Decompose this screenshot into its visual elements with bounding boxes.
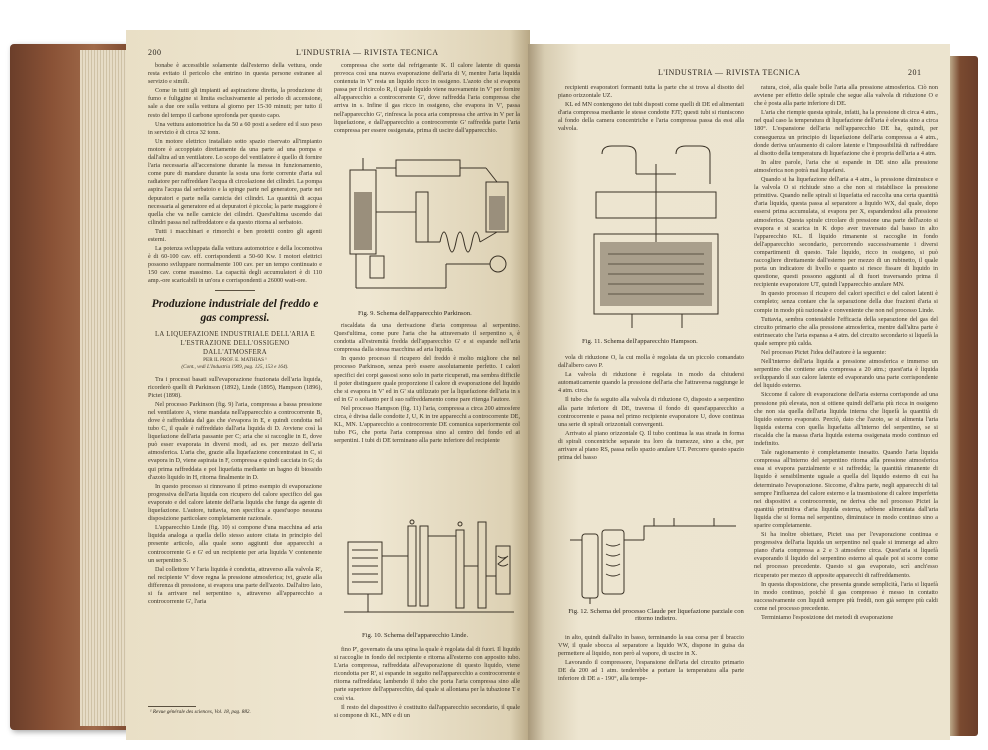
left-column-1 bbox=[148, 62, 322, 722]
right-column-2: ratura, cioè, alla quale bolle l'aria alla pressione atmosferica. Ciò non avviene per effetto delle spirale che segue alla valvola di riduzione O e che è posta alla parte inferiore di DE. L'aria che riempie questa spirale, infatti, ha la pressione di circa 4 atm., nel qual caso la temperatura di liquefazione dell'aria è elevata sino a circa 180°. L'espansione dell'aria nell'apparecchio DE ha, quindi, per conseguenza un principio di liquefazione dell'aria compressa a 4 atm., donde deriva un'aumento di calore latente e l'impossibilità di raffreddare al disotto della temperatura di liquefazione che è propria dell'aria a 4 atm. In altre parole, l'aria che si espande in DE sino alla pressione atmosferica non potrà mai liquefarsi. Quando si ha liquefazione dell'aria a 4 atm., la pressione diminuisce e la valvola O si richiude sino a che non si ristabilisce la pressione primitiva. Quando nelle spirali si liquefatta ed raccolta una certa quantità d'aria liquida, questa passa al separatore a liquido WX, dal quale, dopo essersi prima accumulata, si evapora per X, espandendosi alla pressione atmosferica. Questa spirale circolare di pressione una parte dell'azoto si evapora e si scarica in K dopo aver traversato dal basso in alto l'apparecchio KL. Il liquido rimanente si raccoglie in fondo dell'apparecchio secondario, percorrendo successivamente i diversi compartimenti di questo. Tale liquido, ricco in ossigeno, si può raccogliere direttamente dall'esterno per mezzo di un rubinetto, il quale porta un indicatore di livello e quanto si riesce fissare di liquido in questione, questi possono aggiunti al di fuori traversando prima il recipiente evaporatore UT, quindi l'apparecchio anulare MN. In questo processo il ricupero del calori specifici e del calori latenti è completo; senza contare che la separazione della due frazioni d'aria si compie in modo più razionale e conveniente che non nel processo Linde. Tuttavia, sembra contestabile l'efficacia della separazione del gas del circuito primario che alla pressione atmosferica, mentre dall'altra parte è estrinsecato che l'aria espansa a 4 atm. del circuito secondario si liquefà la quale sempre più calda. Nel processo Pictet l'idea dell'autore è la seguente: Nell'interno dell'aria liquida a pressione atmosferica e immerso un serpentino che contiene aria compressa a 20 atm.; quest'aria è liquida sviluppando il suo calore latente ed evaporando una parte corrispondente del liquido esterno. Siccome il calore di evaporazione dell'aria esterna corrisponde ad una pressione più elevata, non si ottiene quindi dell'aria più ricca in ossigeno che non sia quella dell'aria liquida interna che liquefà la quantità di liquido esterno evaporato. Perciò, dato che l'azoto, se si alimenta l'aria liquida esterna con quella liquefatta all'interno del serpentino, se si riscalda che la massa d'aria liquida esterna ossigenata modo continuo ed indefinito. Tale ragionamento è completamente inesatto. Quando l'aria liquida compressa all'interno del serpentino ritorna alla pressione atmosferica essa si evapora parzialmente e si raffredda; la quantità rimanente di liquido è sensibilmente uguale a quella del liquido esterno di cui ha determinato l'evaporazione. Siccome, d'altra parte, negli apparecchi di tal sempre l'influenza del calore esterno e la trasmissione di calore imperfetta nei dispositivi a controcorrente, ne deriva che nel processo Pictet la quantità primitiva d'aria liquida esterna, sebbene alimentata dall'aria liquida che si forma nel serpentino, diminuisce in modo continuo sino a sparire completamente. Si ha inoltre obiettare, Pictet usa per l'evaporazione continua e progressiva dell'aria liquida un serpentino nel quale si immerge ad altro piano d'aria compressa a 2 e 3 atmosfere circa. Quest'aria si liquefà evaporando il liquido del serpentino esterno al quale poi si scorre come nel processo precedente. Questo si gas evaporato, scrì anch'esso ricuperato per mezzo di apposite apparecchi di raffreddamento. In questa disposizione, che presenta grande semplicità, l'aria si liquefà in modo continuo, poichè il gas compresso è messo in contatto successivamente con liquidi sempre più freddi, non già sempre più caldi come nel processo precedente. Terminiamo l'esposizione dei metodi di evaporazione bbox=[754, 84, 938, 621]
figure-11-caption: Fig. 11. Schema dell'apparecchio Hampson. bbox=[582, 338, 698, 345]
left-column-2-middle: riscaldata da una derivazione d'aria compressa al serpentino. Quest'ultima, come pure l'aria che ha attraversato il serpentino s, è condotta all'estremità fredda dell'apparecchio G' e si espande nell'aria compressa dalla stessa macchina ad aria liquida. In questo processo il ricupero del freddo è molto migliore che nel processo Parkinson, senza però essere assolutamente perfetto. I calori specifici dei corpi gassosi sono solo in parte ricuperati, ma sembra difficile il poter distinguere quale proporzione il calore di evaporazione del liquido che si evapora in V' ed in G' sia utilizzato per la liquefazione dell'aria in s ed in G' o soltanto per il suo raffreddamento come pare ritenga l'autore. Nel processo Hampson (fig. 11) l'aria, compressa a circa 200 atmosfere circa, è divisa dalle condotte J, U, K in tre apparecchi a controcorrente DE, KL, MN. L'apparecchio a controcorrente DE comunica superiormente col tubo FG, che porta l'aria compressa sino al centro del fondo ed ai serpentini. I tubi di DE terminano alla parte inferiore del recipiente bbox=[334, 322, 520, 445]
right-page-number: 201 bbox=[908, 68, 922, 77]
figure-12-claude-diagram bbox=[564, 510, 740, 606]
footnote-rule bbox=[148, 706, 196, 707]
figure-10-caption: Fig. 10. Schema dell'apparecchio Linde. bbox=[362, 632, 469, 639]
right-column-1-middle: vola di riduzione O, la cui molla è regolata da un piccolo comandato dall'albero cavo P. La valvola di riduzione è regolata in modo da chiudersi automaticamente quando la pressione dell'aria che l'attraversa raggiunge le 4 atm. circa. Il tubo che fa seguito alla valvola di riduzione O, disposto a serpentino alla parte inferiore di DE, traversa il fondo di quest'apparecchio a controcorrente e passa nel primo recipiente evaporatore U, dove continua una serie di spirali orizzontali convergenti. Arrivato al piano orizzontale Q. Il tubo continua la sua strada in forma di spirali concentriche separate tra loro da tramezze, sino a che, per arrivare al piano RS, passa nello spazio anulare UT. Percorre questo spazio prima del basso bbox=[558, 354, 744, 462]
col1-top-text: bonabe è accessibile solamente dall'esterno della vettura, onde resta evitato il pericolo che entrino in questa persone estranee al servizio e simili. Come in tutti gli impianti ad aspirazione diretta, la produzione di fumo e fuliggine si limita esclusivamente al periodo di accensione, sale a due ore sulla vettura al giorno per 15-30 minuti; per tutto il resto del tempo il carbone sprofonda per questo capo. Una vettura automotrice ha da 50 a 60 posti a sedere ed il suo peso in servizio è di circa 32 tonn. Un motore elettrico installato sotto spazio riservato all'impianto motore è accoppiato direttamente da una parte ad una pompa e dall'altra ad un ventilatore. Lo scopo del ventilatore è quello di fornire l'aria necessaria all'accensione durante la messa in funzionamento, come pure di mandare durante la sosta una forte corrente d'aria sul radiatore per raffreddare l'acqua di circolazione dei cilindri. La pompa aspira l'acqua dal serbatoio e la spinge parte nel generatore, parte nei depuratori e parte nella camicia dei cilindri. La quantità di acqua necessaria al generatore ed ai depuratori è piccola; la parte maggiore è quella che va nelle camicie dei cilindri. Quest'ultima uscendo dai cilindri passa nel raffreddatore e da questo ritorna al serbatoio. Tutti i macchinari e rimorchi e ben protetti contro gli agenti esterni. La potenza sviluppata dalla vettura automotrice e della locomotiva è di 60-100 cav. eff. corrispondenti a 50-60 Kw. I motori elettrici possono sviluppare normalmente 100 cav. per un tempo continuato e 150 cav. come massimo. La capacità degli accumulatori è di 110 amp.-ore scaricabili in un'ora e corrispondenti a 26000 watt-ore. bbox=[148, 62, 322, 285]
figure-12-caption: Fig. 12. Schema del processo Claude per liquefazione parziale con ritorno indietro. bbox=[568, 608, 744, 622]
left-running-head: L'INDUSTRIA — RIVISTA TECNICA bbox=[296, 48, 439, 57]
book-cover-left bbox=[10, 44, 130, 730]
right-column-1-top: recipienti evaporatori formanti tutta la parte che si trova al disotto del piano orizzontale UZ. KL ed MN contengono dei tubi disposti come quelli di DE ed alimentati d'aria compressa mediante le stesse condotte FJT; questi tubi si riuniscono al fondo della camera concentriche e l'aria compressa passa da essi alla valvola. bbox=[558, 84, 744, 133]
article-subtitle: LA LIQUEFAZIONE INDUSTRIALE DELL'ARIA E L'ESTRAZIONE DELL'OSSIGENO DALL'ATMOSFERA bbox=[154, 330, 316, 356]
left-column-2-top: compressa che sorte dal refrigerante K. Il calore latente di questa provoca così una nuova evaporazione dell'aria di V, mentre l'aria liquida contenuta in V' resta un liquido ricco in ossigeno. L'azoto che si evapora passa per il ricircolo R, il quale liquido viene nuovamente in V' per fornire all'apparecchio a controcorrente G', dove raffredda l'aria compressa che arriva in s. Infine il gas ricco in ossigeno, che evapora in V', passa nell'apparecchio G', rinfresca la poca aria compressa che arriva in V per la liquefazione, e dall'apparecchio a controcorrente G' raffredda parte l'aria compressa per essere ossigenata, prima di uscire dall'apparecchio. bbox=[334, 62, 520, 134]
footnote: ¹ Revue générale des sciences, Vol. 18, pag. 882. bbox=[150, 709, 251, 715]
left-column-2-bottom: fino P', governato da una spina la quale è regolata dal di fuori. Il liquido si raccoglie in fondo del recipiente e ritorna all'esterno con apposito tubo. L'aria compressa, raffreddata all'evaporazione di questo liquido, viene ricondotta per R', si espande in seguito nell'apparecchio a controcorrente e ritorna raffreddata; lambendo il tubo che porta l'aria compressa sino alle parte superiore dell'apparecchio, dal quale si allontana per la tubazione T e così via. Il resto del dispositivo è costituito dall'apparecchio secondario, il quale si compone di KL, MN e di un bbox=[334, 646, 520, 719]
figure-10-linde-diagram bbox=[338, 516, 518, 624]
right-page bbox=[528, 44, 950, 740]
figure-9-parkinson-diagram bbox=[336, 152, 516, 302]
section-divider bbox=[215, 290, 255, 291]
page-edges bbox=[80, 50, 128, 726]
article-title: Produzione industriale del freddo e gas compressi. bbox=[151, 297, 319, 324]
left-page bbox=[126, 30, 530, 740]
article-header bbox=[148, 297, 322, 371]
left-page-number: 200 bbox=[148, 48, 162, 57]
col1-bottom-text: Tra i processi basati sull'evaporazione frazionata dell'aria liquida, ricorderò quelli di Parkinson (1892), Linde (1895), Hampson (1896), Pictet (1898). Nel processo Parkinson (fig. 9) l'aria, compressa a bassa pressione nel ventilatore A, viene mandata nell'apparecchio a controcorrente B, dove è raffreddata dal gas che s'evapora in E, e quindi condotta nel tubo C, il quale è raffreddato dall'aria liquida di D. Avviene così la liquefazione dell'aria passante per C; aria che si raccoglie in E, dove può esser evaporata in diversi modi, ad es. per mezzo dell'aria atmosferica. L'aria che, grazie alla liquefazione concentratasi in C, si evapora in D, viene aspirata in F, compressa e quindi cacciata in G; da qui prima raffreddata e poi liquefatta mediante un bagno di biossido d'azoto liquido in H, ritorna finalmente in D. In questo processo si rinnovano il primo esempio di evaporazione progressiva dell'aria liquida con ricupero del calore specifico del gas evaporato e del calore latente dell'aria liquida che funge da agente di liquefazione. L'autore, tuttavia, non specifica a quest'uopo nessuna disposizione particolare completamente razionale. L'apparecchio Linde (fig. 10) si compone d'una macchina ad aria liquida analoga a quella dello stesso autore citata in principio del presente articolo, alla quale sono aggiunti due apparecchi a controcorrente G e G' ed un recipiente per aria liquida V contenente un serpentino S. Dal collettore V l'aria liquida è condotta, attraverso alla valvola R', nel recipiente V' dove regna la pressione atmosferica; ivi, grazie alla differenza di pressione, si evapora una parte dell'azoto. Dall'altro lato, si fa arrivare nel serpentino s, attraverso all'apparecchio a controcorrente G', l'aria bbox=[148, 375, 322, 606]
right-running-head: L'INDUSTRIA — RIVISTA TECNICA bbox=[658, 68, 801, 77]
article-reference: (Cont., vedi L'Industria 1909, pag. 125, 153 e 164). bbox=[181, 363, 289, 370]
article-author: PER IL PROF. E. MATHIAS ¹ bbox=[203, 356, 267, 363]
figure-11-hampson-diagram bbox=[572, 144, 732, 334]
figure-9-caption: Fig. 9. Schema dell'apparecchio Parkinson. bbox=[358, 310, 472, 317]
book-cover-right bbox=[948, 56, 978, 736]
right-column-1-bottom: in alto, quindi dall'alto in basso, terminando la sua corsa per il braccio VW, il quale sbocca al separatore a liquido WX, dispone in guisa da permettere al liquido, non però al vapore, di uscire in X. Lavorando il compressore, l'espansione dell'aria del circuito primario DE da 200 ad 1 atm. tenderebbe a portare la temperatura alla parte inferiore di DE a - 190°, alla tempe- bbox=[558, 634, 744, 683]
